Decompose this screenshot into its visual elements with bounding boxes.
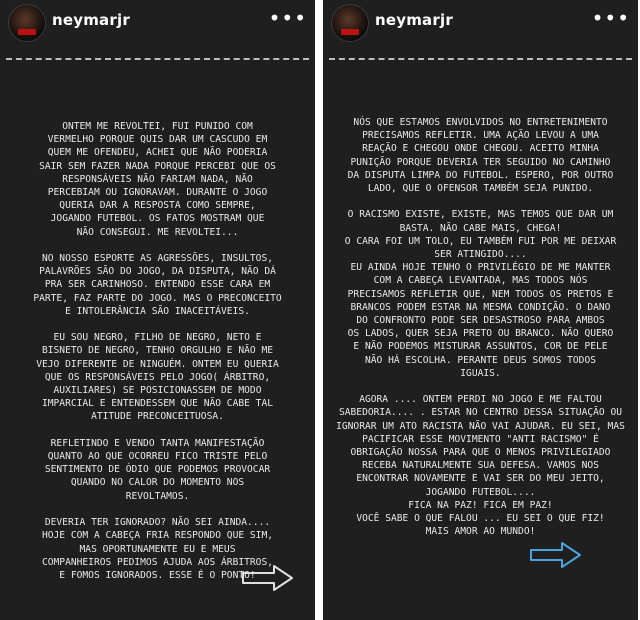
story-progress-bar (6, 58, 309, 60)
next-arrow-icon[interactable] (240, 563, 296, 593)
username[interactable]: neymarjr (52, 11, 130, 29)
story-text: ONTEM ME REVOLTEI, FUI PUNIDO COM VERMELHO PORQUE QUIS DAR UM CASCUDO EM QUEM ME OFENDEU, ACHEI QUE NÃO PODERIA SAIR SEM FAZER NADA PORQUE PERCEBI QUE OS RESPONSÁVEIS NÃO FARIAM NADA, NÃO PERCEBIAM OU IGNORAVAM. DURANTE O JOGO QUERIA DAR A RESPOSTA COMO SEMPRE, JOGANDO FUTEBOL. OS FATOS MOSTRAM QUE NÃO CONSEGUI. ME REVOLTEI... NO NOSSO ESPORTE AS AGRESSÕES, INSULTOS, PALAVRÕES SÃO DO JOGO, DA DISPUTA, NÃO DÁ PRA SER CARINHOSO. ENTENDO ESSE CARA EM PARTE, FAZ PARTE DO JOGO. MAS O PRECONCEITO E INTOLERÂNCIA SÃO INACEITÁVEIS. EU SOU NEGRO, FILHO DE NEGRO, NETO E BISNETO DE NEGRO, TENHO ORGULHO E NÃO ME VEJO DIFERENTE DE NINGUÉM. ONTEM EU QUERIA QUE OS RESPONSÁVEIS PELO JOGO( ÁRBITRO, AUXILIARES) SE POSICIONASSEM DE MODO IMPARCIAL E ENTENDESSEM QUE NÃO CABE TAL ATITUDE PRECONCEITUOSA. REFLETINDO E VENDO TANTA MANIFESTAÇÃO QUANTO AO QUE OCORREU FICO TRISTE PELO SENTIMENTO DE ÓDIO QUE PODEMOS PROVOCAR QUANDO NO CALOR DO MOMENTO NOS REVOLTAMOS. DEVERIA TER IGNORADO? NÃO SEI AINDA.... HOJE COM A CABEÇA FRIA RESPONDO QUE SIM, MAS OPORTUNAMENTE EU E MEUS COMPANHEIROS PEDIMOS AJUDA AOS ÁRBITROS, E FOMOS IGNORADOS. ESSE É O PONTO! (33, 121, 282, 581)
profile-avatar[interactable] (331, 4, 369, 42)
more-options-icon[interactable]: ••• (591, 6, 630, 30)
more-options-icon[interactable]: ••• (268, 6, 307, 30)
story-header (323, 0, 638, 50)
story-progress-bar (329, 58, 632, 60)
story-panel-right (323, 0, 638, 620)
next-arrow-icon[interactable] (528, 540, 584, 570)
story-panel-left (0, 0, 315, 620)
profile-avatar[interactable] (8, 4, 46, 42)
story-text: NÓS QUE ESTAMOS ENVOLVIDOS NO ENTRETENIMENTO PRECISAMOS REFLETIR. UMA AÇÃO LEVOU A UMA REAÇÃO E CHEGOU ONDE CHEGOU. ACEITO MINHA PUNIÇÃO PORQUE DEVERIA TER SEGUIDO NO CAMINHO DA DISPUTA LIMPA DO FUTEBOL. ESPERO, POR OUTRO LADO, QUE O OFENSOR TAMBÉM SEJA PUNIDO. O RACISMO EXISTE, EXISTE, MAS TEMOS QUE DAR UM BASTA. NÃO CABE MAIS, CHEGA! O CARA FOI UM TOLO, EU TAMBÉM FUI POR ME DEIXAR SER ATINGIDO.... EU AINDA HOJE TENHO O PRIVILÉGIO DE ME MANTER COM A CABEÇA LEVANTADA, MAS TODOS NÓS PRECISAMOS REFLETIR QUE, NEM TODOS OS PRETOS E BRANCOS PODEM ESTAR NA MESMA CONDIÇÃO. O DANO DO CONFRONTO PODE SER DESASTROSO PARA AMBOS OS LADOS, QUER SEJA PRETO OU BRANCO. NÃO QUERO E NÃO PODEMOS MISTURAR ASSUNTOS, COR DE PELE NÃO HÁ ESCOLHA. PERANTE DEUS SOMOS TODOS IGUAIS. AGORA .... ONTEM PERDI NO JOGO E ME FALTOU SABEDORIA.... . ESTAR NO CENTRO DESSA SITUAÇÃO OU IGNORAR UM ATO RACISTA NÃO VAI AJUDAR. EU SEI, MAS PACIFICAR ESSE MOVIMENTO "ANTI RACISMO" É OBRIGAÇÃO NOSSA PARA QUE O MENOS PRIVILEGIADO RECEBA NATURALMENTE SUA DEFESA. VAMOS NOS ENCONTRAR NOVAMENTE E VAI SER DO MEU JEITO, JOGANDO FUTEBOL.... FICA NA PAZ! FICA EM PAZ! VOCÊ SABE O QUE FALOU ... EU SEI O QUE FIZ! MAIS AMOR AO MUNDO! (336, 117, 625, 538)
story-header (0, 0, 315, 50)
username[interactable]: neymarjr (375, 11, 453, 29)
